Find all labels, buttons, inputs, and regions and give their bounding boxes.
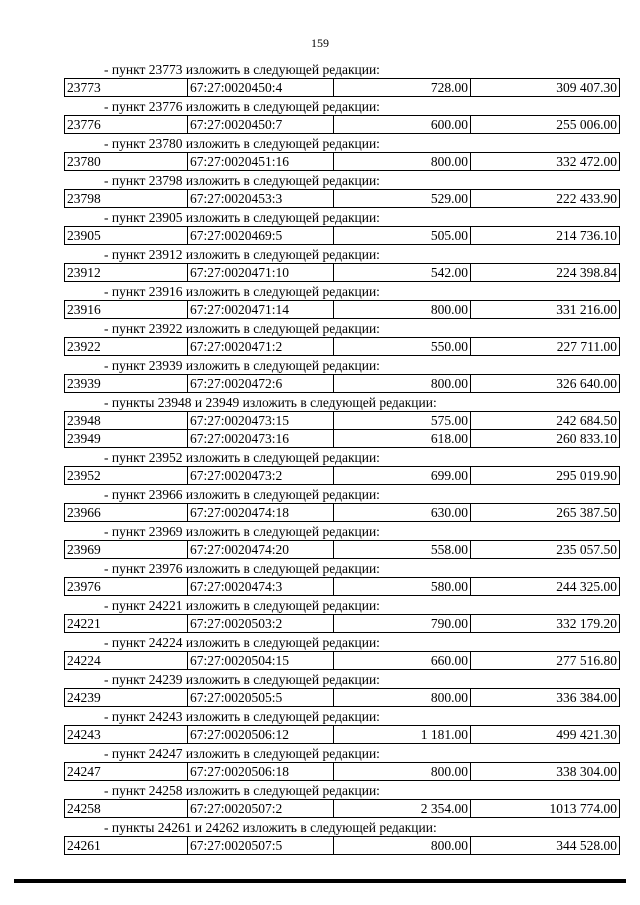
table-row xyxy=(65,800,620,818)
area-cell: 2 354.00 xyxy=(334,800,471,818)
table-row xyxy=(65,190,620,208)
amendment-table xyxy=(64,78,620,97)
item-number-cell: 23939 xyxy=(65,375,188,393)
item-number-cell: 23976 xyxy=(65,578,188,596)
table-row xyxy=(65,412,620,430)
cadastral-number-cell: 67:27:0020507:5 xyxy=(188,837,334,855)
cadastral-number-cell: 67:27:0020503:2 xyxy=(188,615,334,633)
cadastral-number-cell: 67:27:0020450:4 xyxy=(188,79,334,97)
value-cell: 309 407.30 xyxy=(471,79,620,97)
value-cell: 326 640.00 xyxy=(471,375,620,393)
value-cell: 336 384.00 xyxy=(471,689,620,707)
amendment-table xyxy=(64,836,620,855)
amendment-instruction: - пункты 23948 и 23949 изложить в следующей редакции: xyxy=(104,395,437,410)
value-cell: 255 006.00 xyxy=(471,116,620,134)
area-cell: 529.00 xyxy=(334,190,471,208)
amendment-table xyxy=(64,688,620,707)
item-number-cell: 23905 xyxy=(65,227,188,245)
amendment-table xyxy=(64,614,620,633)
item-number-cell: 23969 xyxy=(65,541,188,559)
cadastral-number-cell: 67:27:0020451:16 xyxy=(188,153,334,171)
value-cell: 244 325.00 xyxy=(471,578,620,596)
amendment-instruction: - пункт 23776 изложить в следующей редакции: xyxy=(104,99,380,114)
amendment-table xyxy=(64,374,620,393)
area-cell: 575.00 xyxy=(334,412,471,430)
cadastral-number-cell: 67:27:0020473:15 xyxy=(188,412,334,430)
cadastral-number-cell: 67:27:0020474:18 xyxy=(188,504,334,522)
amendment-instruction: - пункт 23905 изложить в следующей редакции: xyxy=(104,210,380,225)
cadastral-number-cell: 67:27:0020473:2 xyxy=(188,467,334,485)
amendment-instruction: - пункт 23922 изложить в следующей редакции: xyxy=(104,321,380,336)
value-cell: 222 433.90 xyxy=(471,190,620,208)
table-row xyxy=(65,726,620,744)
item-number-cell: 24224 xyxy=(65,652,188,670)
table-row xyxy=(65,430,620,448)
table-row xyxy=(65,615,620,633)
cadastral-number-cell: 67:27:0020471:2 xyxy=(188,338,334,356)
item-number-cell: 24221 xyxy=(65,615,188,633)
table-row xyxy=(65,375,620,393)
item-number-cell: 24247 xyxy=(65,763,188,781)
table-row xyxy=(65,227,620,245)
area-cell: 618.00 xyxy=(334,430,471,448)
amendment-instruction: - пункт 23912 изложить в следующей редакции: xyxy=(104,247,380,262)
amendment-table xyxy=(64,115,620,134)
value-cell: 227 711.00 xyxy=(471,338,620,356)
amendment-instruction: - пункт 23969 изложить в следующей редакции: xyxy=(104,524,380,539)
table-row xyxy=(65,504,620,522)
amendment-instruction: - пункт 24243 изложить в следующей редакции: xyxy=(104,709,380,724)
item-number-cell: 24239 xyxy=(65,689,188,707)
amendment-table xyxy=(64,337,620,356)
cadastral-number-cell: 67:27:0020469:5 xyxy=(188,227,334,245)
table-row xyxy=(65,689,620,707)
amendment-instruction: - пункт 23916 изложить в следующей редакции: xyxy=(104,284,380,299)
amendment-table xyxy=(64,226,620,245)
amendment-table xyxy=(64,189,620,208)
table-row xyxy=(65,467,620,485)
cadastral-number-cell: 67:27:0020453:3 xyxy=(188,190,334,208)
area-cell: 800.00 xyxy=(334,153,471,171)
item-number-cell: 24258 xyxy=(65,800,188,818)
amendment-instruction: - пункт 23773 изложить в следующей редакции: xyxy=(104,62,380,77)
table-row xyxy=(65,116,620,134)
table-row xyxy=(65,652,620,670)
amendment-table xyxy=(64,152,620,171)
table-row xyxy=(65,153,620,171)
area-cell: 630.00 xyxy=(334,504,471,522)
value-cell: 242 684.50 xyxy=(471,412,620,430)
cadastral-number-cell: 67:27:0020474:20 xyxy=(188,541,334,559)
amendment-instruction: - пункт 23939 изложить в следующей редакции: xyxy=(104,358,380,373)
cadastral-number-cell: 67:27:0020472:6 xyxy=(188,375,334,393)
cadastral-number-cell: 67:27:0020471:10 xyxy=(188,264,334,282)
area-cell: 800.00 xyxy=(334,689,471,707)
amendment-table xyxy=(64,466,620,485)
item-number-cell: 24243 xyxy=(65,726,188,744)
area-cell: 542.00 xyxy=(334,264,471,282)
value-cell: 235 057.50 xyxy=(471,541,620,559)
amendment-table xyxy=(64,799,620,818)
value-cell: 295 019.90 xyxy=(471,467,620,485)
area-cell: 558.00 xyxy=(334,541,471,559)
value-cell: 499 421.30 xyxy=(471,726,620,744)
area-cell: 800.00 xyxy=(334,301,471,319)
footer-rule xyxy=(14,879,626,883)
area-cell: 580.00 xyxy=(334,578,471,596)
amendment-instruction: - пункты 24261 и 24262 изложить в следующей редакции: xyxy=(104,820,437,835)
item-number-cell: 23798 xyxy=(65,190,188,208)
value-cell: 265 387.50 xyxy=(471,504,620,522)
value-cell: 1013 774.00 xyxy=(471,800,620,818)
area-cell: 550.00 xyxy=(334,338,471,356)
item-number-cell: 23776 xyxy=(65,116,188,134)
amendment-table xyxy=(64,762,620,781)
table-row xyxy=(65,264,620,282)
cadastral-number-cell: 67:27:0020473:16 xyxy=(188,430,334,448)
amendment-table xyxy=(64,725,620,744)
item-number-cell: 23780 xyxy=(65,153,188,171)
area-cell: 699.00 xyxy=(334,467,471,485)
amendment-instruction: - пункт 24221 изложить в следующей редакции: xyxy=(104,598,380,613)
amendment-instruction: - пункт 23966 изложить в следующей редакции: xyxy=(104,487,380,502)
amendment-instruction: - пункт 23952 изложить в следующей редакции: xyxy=(104,450,380,465)
value-cell: 338 304.00 xyxy=(471,763,620,781)
item-number-cell: 23773 xyxy=(65,79,188,97)
value-cell: 224 398.84 xyxy=(471,264,620,282)
amendment-table xyxy=(64,577,620,596)
table-row xyxy=(65,763,620,781)
item-number-cell: 23949 xyxy=(65,430,188,448)
amendment-instruction: - пункт 23798 изложить в следующей редакции: xyxy=(104,173,380,188)
amendment-table xyxy=(64,540,620,559)
cadastral-number-cell: 67:27:0020450:7 xyxy=(188,116,334,134)
table-row xyxy=(65,338,620,356)
table-row xyxy=(65,837,620,855)
amendment-table xyxy=(64,263,620,282)
item-number-cell: 23948 xyxy=(65,412,188,430)
area-cell: 1 181.00 xyxy=(334,726,471,744)
area-cell: 800.00 xyxy=(334,375,471,393)
table-row xyxy=(65,541,620,559)
item-number-cell: 23966 xyxy=(65,504,188,522)
value-cell: 332 472.00 xyxy=(471,153,620,171)
amendment-table xyxy=(64,411,620,448)
item-number-cell: 24261 xyxy=(65,837,188,855)
cadastral-number-cell: 67:27:0020504:15 xyxy=(188,652,334,670)
amendment-instruction: - пункт 24258 изложить в следующей редакции: xyxy=(104,783,380,798)
table-row xyxy=(65,301,620,319)
amendment-instruction: - пункт 24247 изложить в следующей редакции: xyxy=(104,746,380,761)
cadastral-number-cell: 67:27:0020505:5 xyxy=(188,689,334,707)
table-row xyxy=(65,79,620,97)
table-row xyxy=(65,578,620,596)
area-cell: 800.00 xyxy=(334,763,471,781)
cadastral-number-cell: 67:27:0020507:2 xyxy=(188,800,334,818)
item-number-cell: 23952 xyxy=(65,467,188,485)
value-cell: 214 736.10 xyxy=(471,227,620,245)
value-cell: 260 833.10 xyxy=(471,430,620,448)
area-cell: 505.00 xyxy=(334,227,471,245)
area-cell: 790.00 xyxy=(334,615,471,633)
amendment-instruction: - пункт 24224 изложить в следующей редакции: xyxy=(104,635,380,650)
cadastral-number-cell: 67:27:0020471:14 xyxy=(188,301,334,319)
value-cell: 331 216.00 xyxy=(471,301,620,319)
area-cell: 800.00 xyxy=(334,837,471,855)
item-number-cell: 23922 xyxy=(65,338,188,356)
item-number-cell: 23912 xyxy=(65,264,188,282)
amendment-instruction: - пункт 23780 изложить в следующей редакции: xyxy=(104,136,380,151)
area-cell: 660.00 xyxy=(334,652,471,670)
value-cell: 344 528.00 xyxy=(471,837,620,855)
value-cell: 277 516.80 xyxy=(471,652,620,670)
amendment-table xyxy=(64,651,620,670)
cadastral-number-cell: 67:27:0020506:18 xyxy=(188,763,334,781)
item-number-cell: 23916 xyxy=(65,301,188,319)
document-body xyxy=(64,60,617,855)
amendment-instruction: - пункт 24239 изложить в следующей редакции: xyxy=(104,672,380,687)
cadastral-number-cell: 67:27:0020506:12 xyxy=(188,726,334,744)
amendment-instruction: - пункт 23976 изложить в следующей редакции: xyxy=(104,561,380,576)
page-number: 159 xyxy=(311,36,329,50)
amendment-table xyxy=(64,300,620,319)
amendment-table xyxy=(64,503,620,522)
area-cell: 600.00 xyxy=(334,116,471,134)
value-cell: 332 179.20 xyxy=(471,615,620,633)
area-cell: 728.00 xyxy=(334,79,471,97)
cadastral-number-cell: 67:27:0020474:3 xyxy=(188,578,334,596)
